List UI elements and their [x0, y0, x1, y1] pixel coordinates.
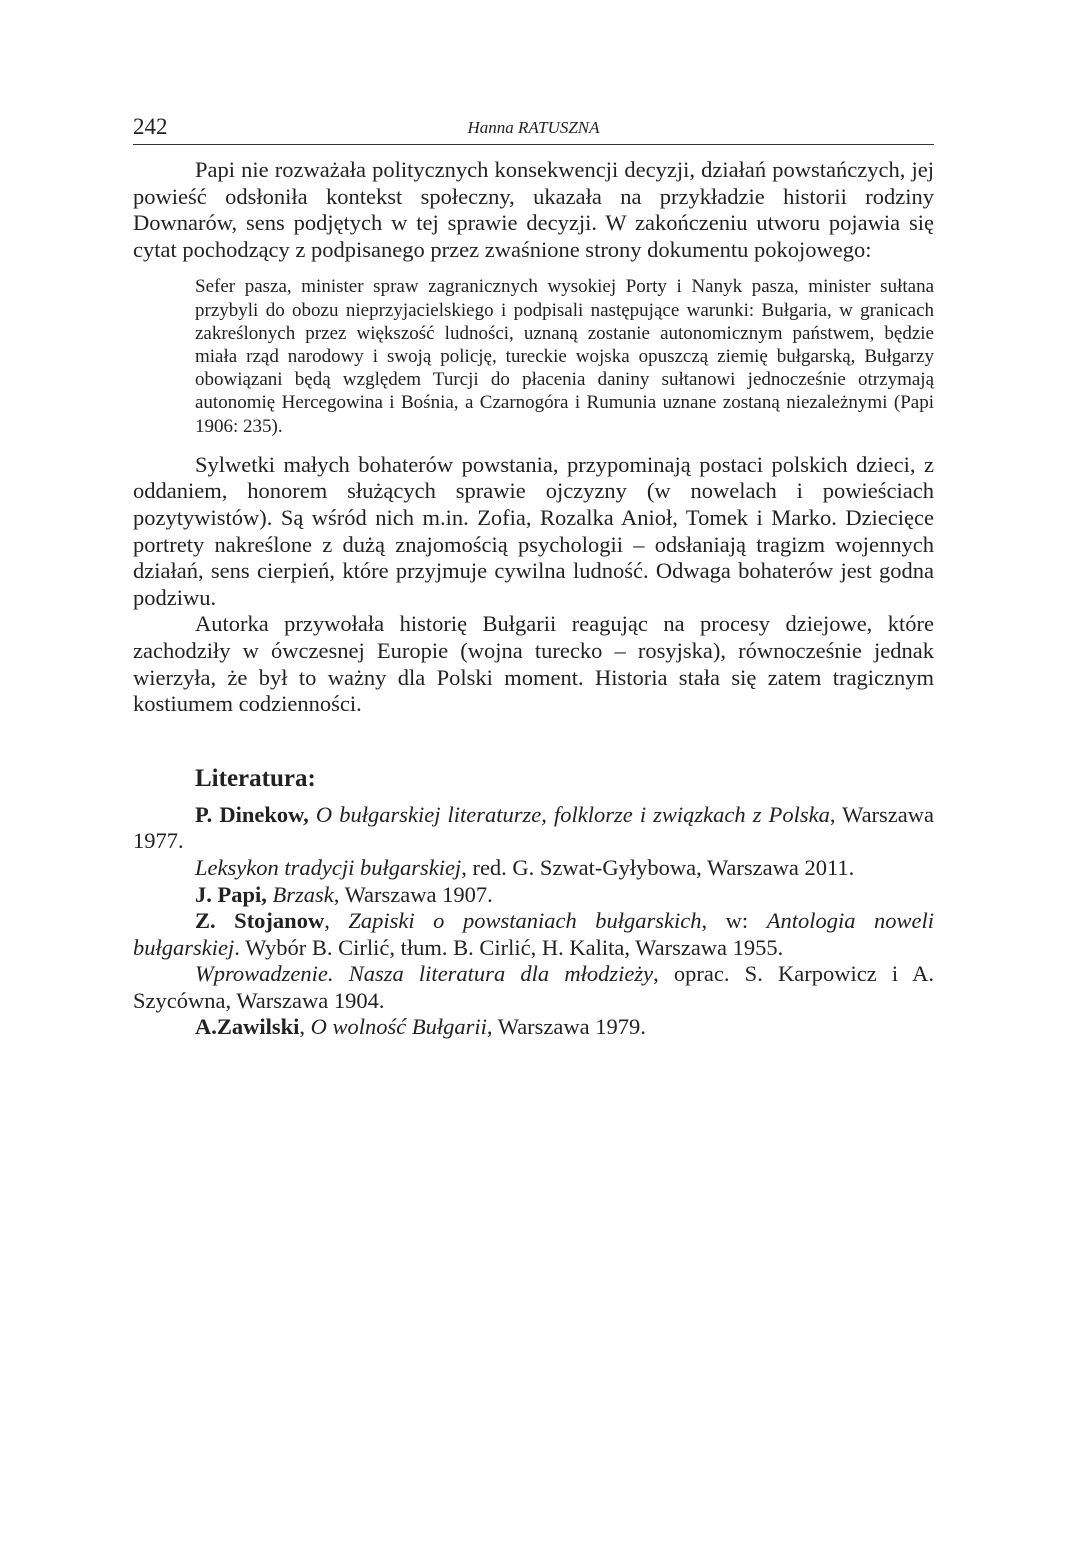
bibliography-list: [133, 802, 934, 1041]
body-text: [133, 157, 934, 718]
bib-details: , Warszawa 1979.: [486, 1014, 646, 1040]
bib-title: Brzask: [272, 881, 334, 907]
bibliography-heading: Literatura:: [195, 764, 316, 792]
bibliography-entry: [133, 961, 934, 1014]
running-head: [133, 110, 934, 145]
bibliography-entry: [133, 855, 934, 882]
page-number: 242: [133, 114, 168, 139]
paragraph-2: Sylwetki małych bohaterów powstania, przypominają postaci polskich dzieci, z oddaniem, honorem służących sprawie ojczyzny (w nowelach i powieściach pozytywistów). Są wśród nich m.in. Zofia, Rozalka Anioł, Tomek i Marko. Dziecięce portrety nakreślone z dużą znajomością psychologii – odsłaniają tragizm wojennych działań, sens cierpień, które przyjmuje cywilna ludność. Odwaga bohaterów jest godna podziwu.: [133, 451, 934, 610]
bibliography-entry: A.Zawilski, O wolność Bułgarii, Warszawa 1979.: [195, 1014, 646, 1040]
page: [133, 110, 934, 1041]
bib-details-rest: . Wybór B. Cirlić, tłum. B. Cirlić, H. Kalita, Warszawa 1955.: [234, 934, 784, 960]
bibliography-entry: [133, 802, 934, 855]
bib-details: , Warszawa 1907.: [333, 881, 493, 907]
bib-title: O wolność Bułgarii: [310, 1014, 487, 1040]
bib-author: Z. Stojanow: [195, 908, 325, 934]
bibliography-entry: [133, 882, 934, 909]
bib-title: Wprowadzenie. Nasza literatura dla młodzieży: [195, 961, 654, 987]
paragraph-1: Papi nie rozważała politycznych konsekwencji decyzji, działań powstańczych, jej powieść odsłoniła kontekst społeczny, ukazała na przykładzie historii rodziny Downarów, sens podjętych w tej sprawie decyzji. W zakończeniu utworu pojawia się cytat pochodzący z podpisanego przez zwaśnione strony dokumentu pokojowego:: [133, 157, 934, 262]
bib-details: , w:: [701, 908, 767, 934]
block-quote-text: Sefer pasza, minister spraw zagranicznych wysokiej Porty i Nanyk pasza, minister sułtana przybyli do obozu nieprzyjacielskiego i podpisali następujące warunki: Bułgaria, w granicach zakreślonych przez większość ludności, uznaną zostanie autonomicznym państwem, będzie miała rząd narodowy i swoją policję, tureckie wojska opuszczą ziemię bułgarską, Bułgarzy obowiązani będą względem Turcji do płacenia daniny sułtanowi jednocześnie otrzymają autonomię Hercegowina i Bośnia, a Czarnogóra i Rumunia uznane zostaną niezależnymi (Papi 1906: 235).: [195, 276, 934, 437]
bib-title: Zapiski o powstaniach bułgarskich: [348, 908, 702, 934]
bibliography-entry: Z. Stojanow, Zapiski o powstaniach bułgarskich, w: Antologia noweli bułgarskiej. Wybór B. Cirlić, tłum. B. Cirlić, H. Kalita, Warszawa 1955.: [133, 908, 935, 960]
bib-details: , red. G. Szwat-Gyłybowa, Warszawa 2011.: [461, 854, 855, 880]
bib-collection-title: Antologia noweli bułgarskiej: [133, 908, 935, 960]
bib-author: P. Dinekow,: [195, 801, 309, 827]
bib-title: Leksykon tradycji bułgarskiej: [195, 854, 462, 880]
block-quote: [195, 275, 934, 437]
paragraph-3: Autorka przywołała historię Bułgarii reagując na procesy dziejowe, które zachodziły w ówczesnej Europie (wojna turecko – rosyjska), równocześnie jednak wierzyła, że był to ważny dla Polski moment. Historia stała się zatem tragicznym kostiumem codzienności.: [133, 611, 934, 717]
bib-details: , Warszawa 1977.: [133, 801, 935, 854]
bib-author: A.Zawilski: [195, 1014, 300, 1040]
bib-details: , oprac. S. Karpowicz i A. Szycówna, Warszawa 1904.: [133, 961, 934, 1013]
bib-author: J. Papi,: [195, 881, 267, 907]
running-title: Hanna RATUSZNA: [467, 118, 600, 137]
bib-title: O bułgarskiej literaturze, folklorze i związkach z Polska: [315, 801, 830, 827]
